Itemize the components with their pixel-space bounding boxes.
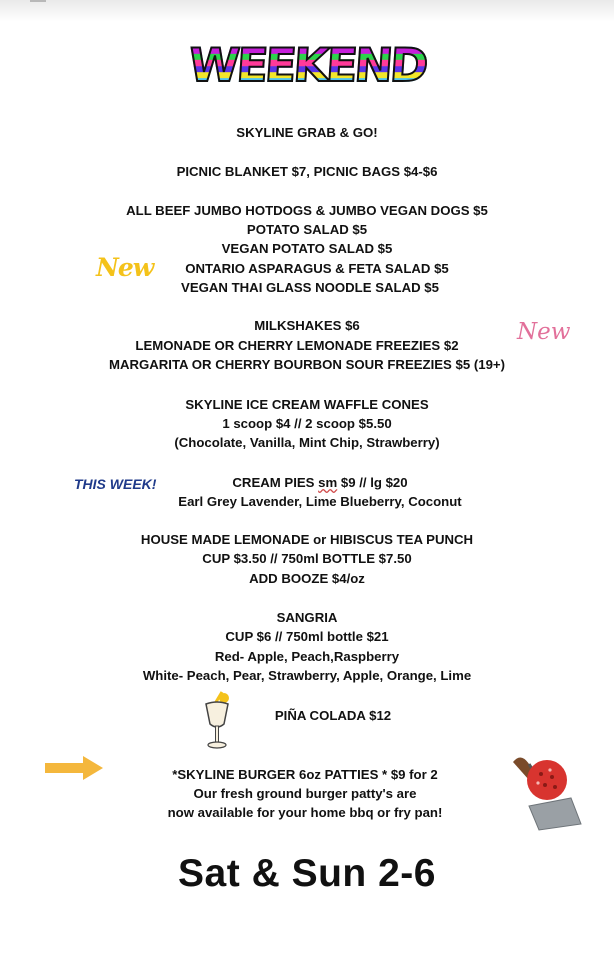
title-container: [0, 36, 614, 94]
menu-line-cream-pies: [13, 475, 614, 491]
cream-pies-sm: sm: [318, 475, 338, 490]
menu-line-waffle-cones: SKYLINE ICE CREAM WAFFLE CONES: [185, 397, 429, 412]
menu-line-noodle-salad: VEGAN THAI GLASS NOODLE SALAD $5: [181, 280, 439, 295]
cream-pies-prices: $9 // lg $20: [337, 475, 408, 490]
menu-line-sangria-red: Red- Apple, Peach,Raspberry: [214, 649, 400, 664]
menu-line-add-booze: ADD BOOZE $4/oz: [249, 571, 365, 586]
top-divider-mark: [30, 0, 46, 2]
cream-pies-label: CREAM PIES: [232, 475, 319, 490]
new-tag-pink: New: [517, 319, 571, 345]
menu-line-asparagus-salad: ONTARIO ASPARAGUS & FETA SALAD $5: [185, 261, 449, 276]
menu-line-vegan-potato-salad: VEGAN POTATO SALAD $5: [221, 241, 393, 256]
footer-hours: Sat & Sun 2-6: [178, 852, 436, 895]
menu-line-hotdogs: ALL BEEF JUMBO HOTDOGS & JUMBO VEGAN DOGS $5: [126, 203, 488, 218]
menu-line-lemonade-freezies: LEMONADE OR CHERRY LEMONADE FREEZIES $2: [135, 338, 459, 353]
menu-line-flavours: (Chocolate, Vanilla, Mint Chip, Strawberry): [174, 435, 440, 450]
menu-line-milkshakes: MILKSHAKES $6: [254, 318, 360, 333]
menu-line-burger-patties: *SKYLINE BURGER 6oz PATTIES * $9 for 2: [172, 767, 438, 782]
menu-line-cup-bottle: CUP $3.50 // 750ml BOTTLE $7.50: [202, 551, 412, 566]
menu-line-lemonade-punch: HOUSE MADE LEMONADE or HIBISCUS TEA PUNCH: [140, 532, 474, 547]
menu-line-burger-desc-1: Our fresh ground burger patty's are: [193, 786, 417, 801]
menu-line-pie-flavours: Earl Grey Lavender, Lime Blueberry, Coconut: [178, 494, 462, 509]
top-gradient-strip: [0, 0, 614, 22]
new-tag-yellow: New: [96, 253, 154, 282]
menu-line-pina-colada: PIÑA COLADA $12: [274, 708, 392, 723]
menu-line-scoop-prices: 1 scoop $4 // 2 scoop $5.50: [222, 416, 392, 431]
burger-patty-spatula-icon: [505, 750, 587, 832]
menu-line-margarita-freezies: MARGARITA OR CHERRY BOURBON SOUR FREEZIES $5 (19+): [108, 357, 506, 372]
menu-line-sangria: SANGRIA: [276, 610, 338, 625]
menu-line-picnic: PICNIC BLANKET $7, PICNIC BAGS $4-$6: [176, 164, 438, 179]
menu-line-burger-desc-2: now available for your home bbq or fry pan!: [167, 805, 443, 820]
menu-line-sangria-white: White- Peach, Pear, Strawberry, Apple, Orange, Lime: [142, 668, 472, 683]
this-week-tag: THIS WEEK!: [74, 476, 157, 492]
menu-line-sangria-prices: CUP $6 // 750ml bottle $21: [225, 629, 389, 644]
menu-line-grab-go: SKYLINE GRAB & GO!: [236, 125, 378, 140]
menu-line-potato-salad: POTATO SALAD $5: [246, 222, 368, 237]
weekend-title: WEEKEND: [179, 36, 435, 94]
